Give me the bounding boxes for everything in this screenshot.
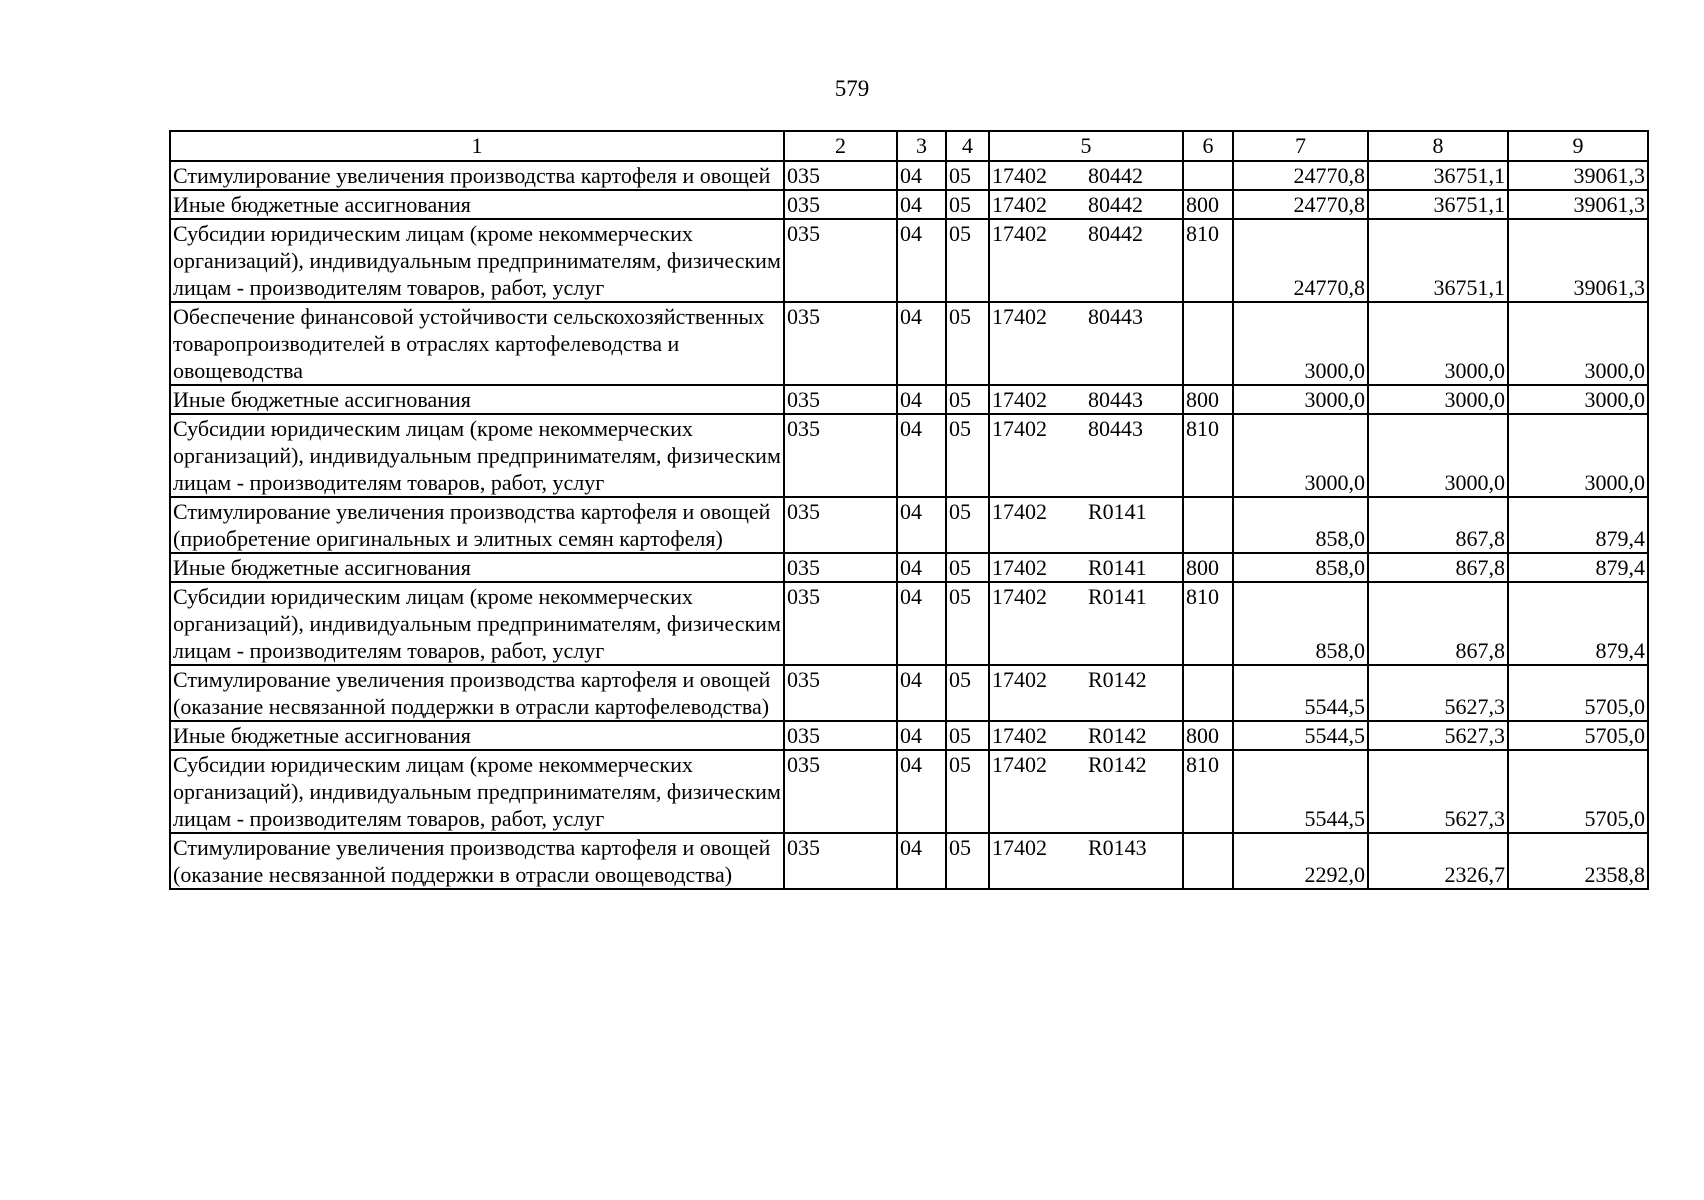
column-header-5: 5: [989, 131, 1183, 161]
code-cell-6: [1183, 833, 1233, 889]
amount-cell-8: 3000,0: [1368, 414, 1508, 497]
column-header-1: 1: [170, 131, 784, 161]
code-cell-4: 05: [946, 750, 989, 833]
code-cell-5: [989, 219, 1183, 302]
amount-cell-8: 5627,3: [1368, 721, 1508, 750]
code-cell-4: 05: [946, 219, 989, 302]
code-cell-5: [989, 833, 1183, 889]
code-cell-5: [989, 665, 1183, 721]
code-cell-3: 04: [897, 750, 946, 833]
code-cell-2: 035: [784, 190, 897, 219]
amount-cell-7: 3000,0: [1233, 385, 1368, 414]
code-cell-3: 04: [897, 553, 946, 582]
code-cell-6: 810: [1183, 582, 1233, 665]
amount-cell-7: 5544,5: [1233, 750, 1368, 833]
amount-cell-7: 858,0: [1233, 497, 1368, 553]
row-name-cell: Стимулирование увеличения производства картофеля и овощей (приобретение оригинальных и элитных семян картофеля): [170, 497, 784, 553]
amount-cell-8: 36751,1: [1368, 219, 1508, 302]
amount-cell-9: 5705,0: [1508, 721, 1648, 750]
code-cell-5: [989, 750, 1183, 833]
code-cell-5: [989, 553, 1183, 582]
amount-cell-7: 3000,0: [1233, 414, 1368, 497]
table-row: [170, 833, 1648, 889]
amount-cell-9: 3000,0: [1508, 302, 1648, 385]
code-cell-3: 04: [897, 582, 946, 665]
code-cell-4: 05: [946, 385, 989, 414]
table-row: [170, 161, 1648, 190]
table-row: [170, 414, 1648, 497]
code-cell-2: 035: [784, 750, 897, 833]
table-row: [170, 219, 1648, 302]
amount-cell-7: 858,0: [1233, 553, 1368, 582]
expense-direction-code: R0141: [1088, 499, 1147, 524]
code-cell-2: 035: [784, 161, 897, 190]
amount-cell-9: 5705,0: [1508, 665, 1648, 721]
target-article-code: 17402: [992, 416, 1047, 441]
amount-cell-7: 2292,0: [1233, 833, 1368, 889]
target-article-code: 17402: [992, 835, 1047, 860]
code-cell-2: 035: [784, 497, 897, 553]
table-row: [170, 302, 1648, 385]
target-article-code: 17402: [992, 555, 1047, 580]
code-cell-3: 04: [897, 721, 946, 750]
row-name-cell: Стимулирование увеличения производства картофеля и овощей (оказание несвязанной поддержки в отрасли картофелеводства): [170, 665, 784, 721]
row-name-cell: Субсидии юридическим лицам (кроме некоммерческих организаций), индивидуальным предпринимателям, физическим лицам - производителям товаров, работ, услуг: [170, 219, 784, 302]
code-cell-4: 05: [946, 665, 989, 721]
amount-cell-8: 36751,1: [1368, 161, 1508, 190]
amount-cell-8: 3000,0: [1368, 385, 1508, 414]
code-cell-6: [1183, 302, 1233, 385]
code-cell-2: 035: [784, 665, 897, 721]
amount-cell-9: 879,4: [1508, 497, 1648, 553]
code-cell-2: 035: [784, 385, 897, 414]
code-cell-6: 810: [1183, 414, 1233, 497]
code-cell-4: 05: [946, 190, 989, 219]
row-name-cell: Иные бюджетные ассигнования: [170, 721, 784, 750]
expense-direction-code: R0142: [1088, 723, 1147, 748]
target-article-code: 17402: [992, 752, 1047, 777]
target-article-code: 17402: [992, 387, 1047, 412]
code-cell-3: 04: [897, 414, 946, 497]
row-name-cell: Иные бюджетные ассигнования: [170, 385, 784, 414]
target-article-code: 17402: [992, 499, 1047, 524]
amount-cell-9: 3000,0: [1508, 414, 1648, 497]
amount-cell-8: 867,8: [1368, 497, 1508, 553]
budget-table: [169, 130, 1649, 890]
code-cell-4: 05: [946, 302, 989, 385]
code-cell-4: 05: [946, 161, 989, 190]
amount-cell-9: 879,4: [1508, 582, 1648, 665]
code-cell-6: 800: [1183, 190, 1233, 219]
row-name-cell: Субсидии юридическим лицам (кроме некоммерческих организаций), индивидуальным предпринимателям, физическим лицам - производителям товаров, работ, услуг: [170, 582, 784, 665]
code-cell-6: 800: [1183, 385, 1233, 414]
code-cell-5: [989, 582, 1183, 665]
code-cell-2: 035: [784, 582, 897, 665]
code-cell-3: 04: [897, 302, 946, 385]
amount-cell-7: 5544,5: [1233, 665, 1368, 721]
amount-cell-8: 36751,1: [1368, 190, 1508, 219]
code-cell-2: 035: [784, 721, 897, 750]
row-name-cell: Субсидии юридическим лицам (кроме некоммерческих организаций), индивидуальным предпринимателям, физическим лицам - производителям товаров, работ, услуг: [170, 750, 784, 833]
column-header-4: 4: [946, 131, 989, 161]
code-cell-2: 035: [784, 414, 897, 497]
amount-cell-8: 5627,3: [1368, 750, 1508, 833]
amount-cell-7: 24770,8: [1233, 190, 1368, 219]
amount-cell-9: 2358,8: [1508, 833, 1648, 889]
code-cell-2: 035: [784, 302, 897, 385]
code-cell-4: 05: [946, 721, 989, 750]
table-row: [170, 190, 1648, 219]
expense-direction-code: R0142: [1088, 667, 1147, 692]
code-cell-5: [989, 385, 1183, 414]
amount-cell-8: 3000,0: [1368, 302, 1508, 385]
expense-direction-code: 80443: [1088, 304, 1143, 329]
table-row: [170, 721, 1648, 750]
amount-cell-9: 3000,0: [1508, 385, 1648, 414]
column-header-9: 9: [1508, 131, 1648, 161]
code-cell-6: 800: [1183, 553, 1233, 582]
table-header-row: [170, 131, 1648, 161]
amount-cell-7: 858,0: [1233, 582, 1368, 665]
target-article-code: 17402: [992, 221, 1047, 246]
code-cell-3: 04: [897, 665, 946, 721]
amount-cell-8: 5627,3: [1368, 665, 1508, 721]
row-name-cell: Иные бюджетные ассигнования: [170, 553, 784, 582]
code-cell-4: 05: [946, 582, 989, 665]
target-article-code: 17402: [992, 667, 1047, 692]
expense-direction-code: R0141: [1088, 555, 1147, 580]
amount-cell-8: 867,8: [1368, 553, 1508, 582]
expense-direction-code: 80443: [1088, 416, 1143, 441]
code-cell-5: [989, 721, 1183, 750]
table-row: [170, 385, 1648, 414]
expense-direction-code: 80442: [1088, 192, 1143, 217]
row-name-cell: Стимулирование увеличения производства картофеля и овощей (оказание несвязанной поддержки в отрасли овощеводства): [170, 833, 784, 889]
column-header-8: 8: [1368, 131, 1508, 161]
code-cell-4: 05: [946, 497, 989, 553]
expense-direction-code: R0141: [1088, 584, 1147, 609]
column-header-6: 6: [1183, 131, 1233, 161]
amount-cell-7: 24770,8: [1233, 161, 1368, 190]
expense-direction-code: 80443: [1088, 387, 1143, 412]
row-name-cell: Стимулирование увеличения производства картофеля и овощей: [170, 161, 784, 190]
expense-direction-code: R0143: [1088, 835, 1147, 860]
code-cell-3: 04: [897, 219, 946, 302]
code-cell-2: 035: [784, 219, 897, 302]
target-article-code: 17402: [992, 304, 1047, 329]
row-name-cell: Субсидии юридическим лицам (кроме некоммерческих организаций), индивидуальным предпринимателям, физическим лицам - производителям товаров, работ, услуг: [170, 414, 784, 497]
amount-cell-7: 24770,8: [1233, 219, 1368, 302]
target-article-code: 17402: [992, 163, 1047, 188]
target-article-code: 17402: [992, 584, 1047, 609]
code-cell-3: 04: [897, 385, 946, 414]
amount-cell-7: 3000,0: [1233, 302, 1368, 385]
code-cell-6: 800: [1183, 721, 1233, 750]
code-cell-5: [989, 414, 1183, 497]
code-cell-4: 05: [946, 414, 989, 497]
table-row: [170, 665, 1648, 721]
page-number: 579: [834, 76, 870, 101]
row-name-cell: Обеспечение финансовой устойчивости сельскохозяйственных товаропроизводителей в отраслях картофелеводства и овощеводства: [170, 302, 784, 385]
amount-cell-8: 867,8: [1368, 582, 1508, 665]
column-header-7: 7: [1233, 131, 1368, 161]
code-cell-2: 035: [784, 833, 897, 889]
code-cell-2: 035: [784, 553, 897, 582]
table-row: [170, 582, 1648, 665]
table-row: [170, 497, 1648, 553]
expense-direction-code: R0142: [1088, 752, 1147, 777]
code-cell-6: [1183, 497, 1233, 553]
target-article-code: 17402: [992, 192, 1047, 217]
code-cell-5: [989, 497, 1183, 553]
amount-cell-9: 39061,3: [1508, 190, 1648, 219]
expense-direction-code: 80442: [1088, 163, 1143, 188]
amount-cell-9: 39061,3: [1508, 219, 1648, 302]
code-cell-6: [1183, 161, 1233, 190]
table-row: [170, 553, 1648, 582]
code-cell-4: 05: [946, 833, 989, 889]
amount-cell-9: 5705,0: [1508, 750, 1648, 833]
code-cell-4: 05: [946, 553, 989, 582]
code-cell-3: 04: [897, 833, 946, 889]
code-cell-6: 810: [1183, 750, 1233, 833]
amount-cell-7: 5544,5: [1233, 721, 1368, 750]
column-header-3: 3: [897, 131, 946, 161]
amount-cell-9: 879,4: [1508, 553, 1648, 582]
expense-direction-code: 80442: [1088, 221, 1143, 246]
amount-cell-8: 2326,7: [1368, 833, 1508, 889]
target-article-code: 17402: [992, 723, 1047, 748]
table-row: [170, 750, 1648, 833]
code-cell-3: 04: [897, 497, 946, 553]
row-name-cell: Иные бюджетные ассигнования: [170, 190, 784, 219]
code-cell-3: 04: [897, 161, 946, 190]
column-header-2: 2: [784, 131, 897, 161]
code-cell-5: [989, 190, 1183, 219]
code-cell-6: 810: [1183, 219, 1233, 302]
code-cell-6: [1183, 665, 1233, 721]
code-cell-3: 04: [897, 190, 946, 219]
code-cell-5: [989, 302, 1183, 385]
code-cell-5: [989, 161, 1183, 190]
amount-cell-9: 39061,3: [1508, 161, 1648, 190]
